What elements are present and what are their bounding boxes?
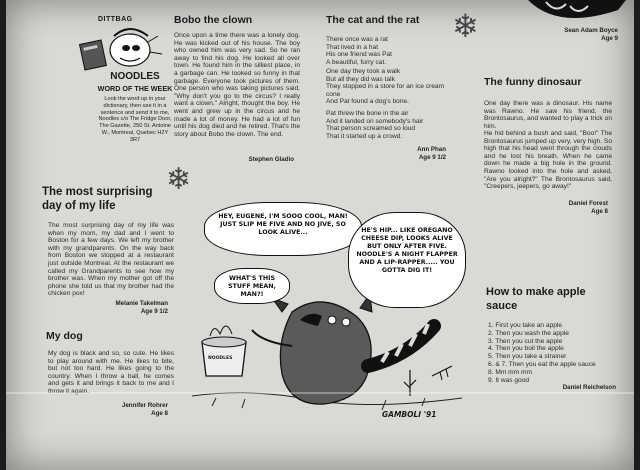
surprising-title: The most surprising [42,186,153,198]
sidebar-title: NOODLES [110,71,160,82]
snowflake-icon: ❄ [166,163,192,196]
applesauce-title: How to make apple [486,286,586,298]
dinosaur-age: Age 8 [591,208,608,215]
list-item: 5. Then you take a strainer [488,353,567,361]
list-item: 6. & 7. Then you eat the apple sauce [488,360,596,368]
page-edge-right [634,0,640,470]
cartoon-signature: GAMBOLI '91 [382,410,437,419]
bobo-body: Once upon a time there was a lonely dog. He was kicked out of his house. The boy who owned him was very sad. So he ran away to find his dog. He looked all over town. He found him in the silliest place, in a garbage can. He looked so funny in that garbage. Everyone took pictures of them. One person who was taking pictures said, "Why don't you go to the circus? I really want a clown." Alright, thought the boy. He went and grew up in the circus and he made a lot of money. He had a lot of fun until his dog died and he retired. That's the story about Bobo the clown. The end. [174,32,300,138]
noodles-mascot-icon [76,22,166,72]
bobo-title: Bobo the clown [174,14,253,26]
applesauce-author: Daniel Reichelson [562,384,616,391]
sidebar-instructions: Look the word up in your dictionary, then use it in a sentence and send it to me, Noodles c/o The Fridge Door, The Gazette, 250 St. Antoine W., Montreal, Quebec H2Y 3R7 [98,96,172,143]
newspaper-page [6,0,634,470]
surprising-author: Melanie Takelman [115,300,168,307]
list-item: 4. Then you boil the apple [488,345,564,353]
dinosaur-body-2: He hid behind a bush and said, "Boo!" The Brontosaurus jumped up very, very high. So high that his head went through the clouds and he lost his breath. When he came down he made a big hole in the ground. Rawno looked into the hole and asked, "Are you alright?" The Brontosaurus said, "Creepers, jeepers, go away!" [484,130,612,191]
surprising-body: The most surprising day of my life was when my mom, my dad and I went to Boston for a few days. We left my brother with my grandparents. On the way back from Boston we stopped at a restaurant just outside Montreal. At the restaurant we called my Grandparents to see how my brother was. When my mother got off the phone she told us that my brother had the chicken pox! [48,222,174,298]
cat-rat-stanza-3: Pat threw the bone in the air And it landed on somebody's hair That person screamed so loud That it started up a crowd. [326,110,424,140]
dog-title: My dog [46,330,83,342]
dog-body: My dog is black and so, so cute. He likes to play around with me. He likes to bite, but not too hard. He likes going to the country. When I throw a ball, he comes and gets it and brings it back to me and I [48,350,174,388]
dinosaur-author: Daniel Forest [568,200,608,207]
sidebar-brand: DITTBAG [98,16,133,23]
cat-rat-stanza-2: One day they took a walk But all they did was talk They stopped in a store for an ice cream cone And Pat found a dog's bone. [326,68,445,106]
cat-rat-age: Age 9 1/2 [418,154,446,161]
dog-author: Jennifer Rohrer [121,402,168,409]
list-item: 1. First you take an apple [488,322,563,329]
snowflake-icon: ❄ [452,8,479,44]
top-right-age: Age 9 [601,35,618,42]
speech-bubble-small: WHAT'S THIS STUFF MEAN, MAN?! [214,268,290,304]
noodles-sidebar [74,14,173,164]
surprising-title-line-2: day of my life [42,200,116,212]
list-item: 9. It was good [488,376,530,384]
dinosaur-body-1: One day there was a dinosaur. His name was Rawno. He saw his friend, the Brontosaurus, and wanted to play a trick on him. [484,100,612,130]
top-right-author: Sean Adam Boyce [564,27,618,34]
list-item: 3. Then you cut the apple [488,337,563,345]
sidebar-subtitle: WORD OF THE WEEK [97,84,173,93]
speech-bubble-left: HEY, EUGENE, I'M SOOO COOL, MAN! JUST SLIP ME FIVE AND NO JIVE, SO LOOK ALIVE... [204,202,362,256]
cat-rat-title: The cat and the rat [326,14,420,26]
cat-rat-author: Ann Phan [417,146,446,153]
dinosaur-title: The funny dinosaur [484,76,582,88]
applesauce-title-line-2: sauce [486,300,518,312]
dog-age: Age 8 [151,410,168,417]
bobo-author: Stephen Gladio [248,156,294,163]
page-crease [6,392,634,394]
list-item: 8. Mm mm mm [488,368,532,376]
cartoon-panel [182,196,472,432]
speech-bubble-right: HE'S HIP... LIKE OREGANO CHEESE DIP, LOOKS ALIVE BUT ONLY AFTER FIVE. NOODLE'S A NIGHT FLAPPER AND A LIP-RAPPER..... YOU GOTTA DIG IT! [348,212,466,308]
surprising-age: Age 9 1/2 [140,308,168,315]
list-item: 2. Then you wash the apple [488,329,569,337]
pot-label: NOODLES [208,356,233,361]
cat-rat-stanza-1: There once was a rat That lived in a hat His one friend was Pat A beautiful, furry cat. [326,36,392,66]
applesauce-steps [488,322,618,384]
top-right-illustration [526,0,626,26]
